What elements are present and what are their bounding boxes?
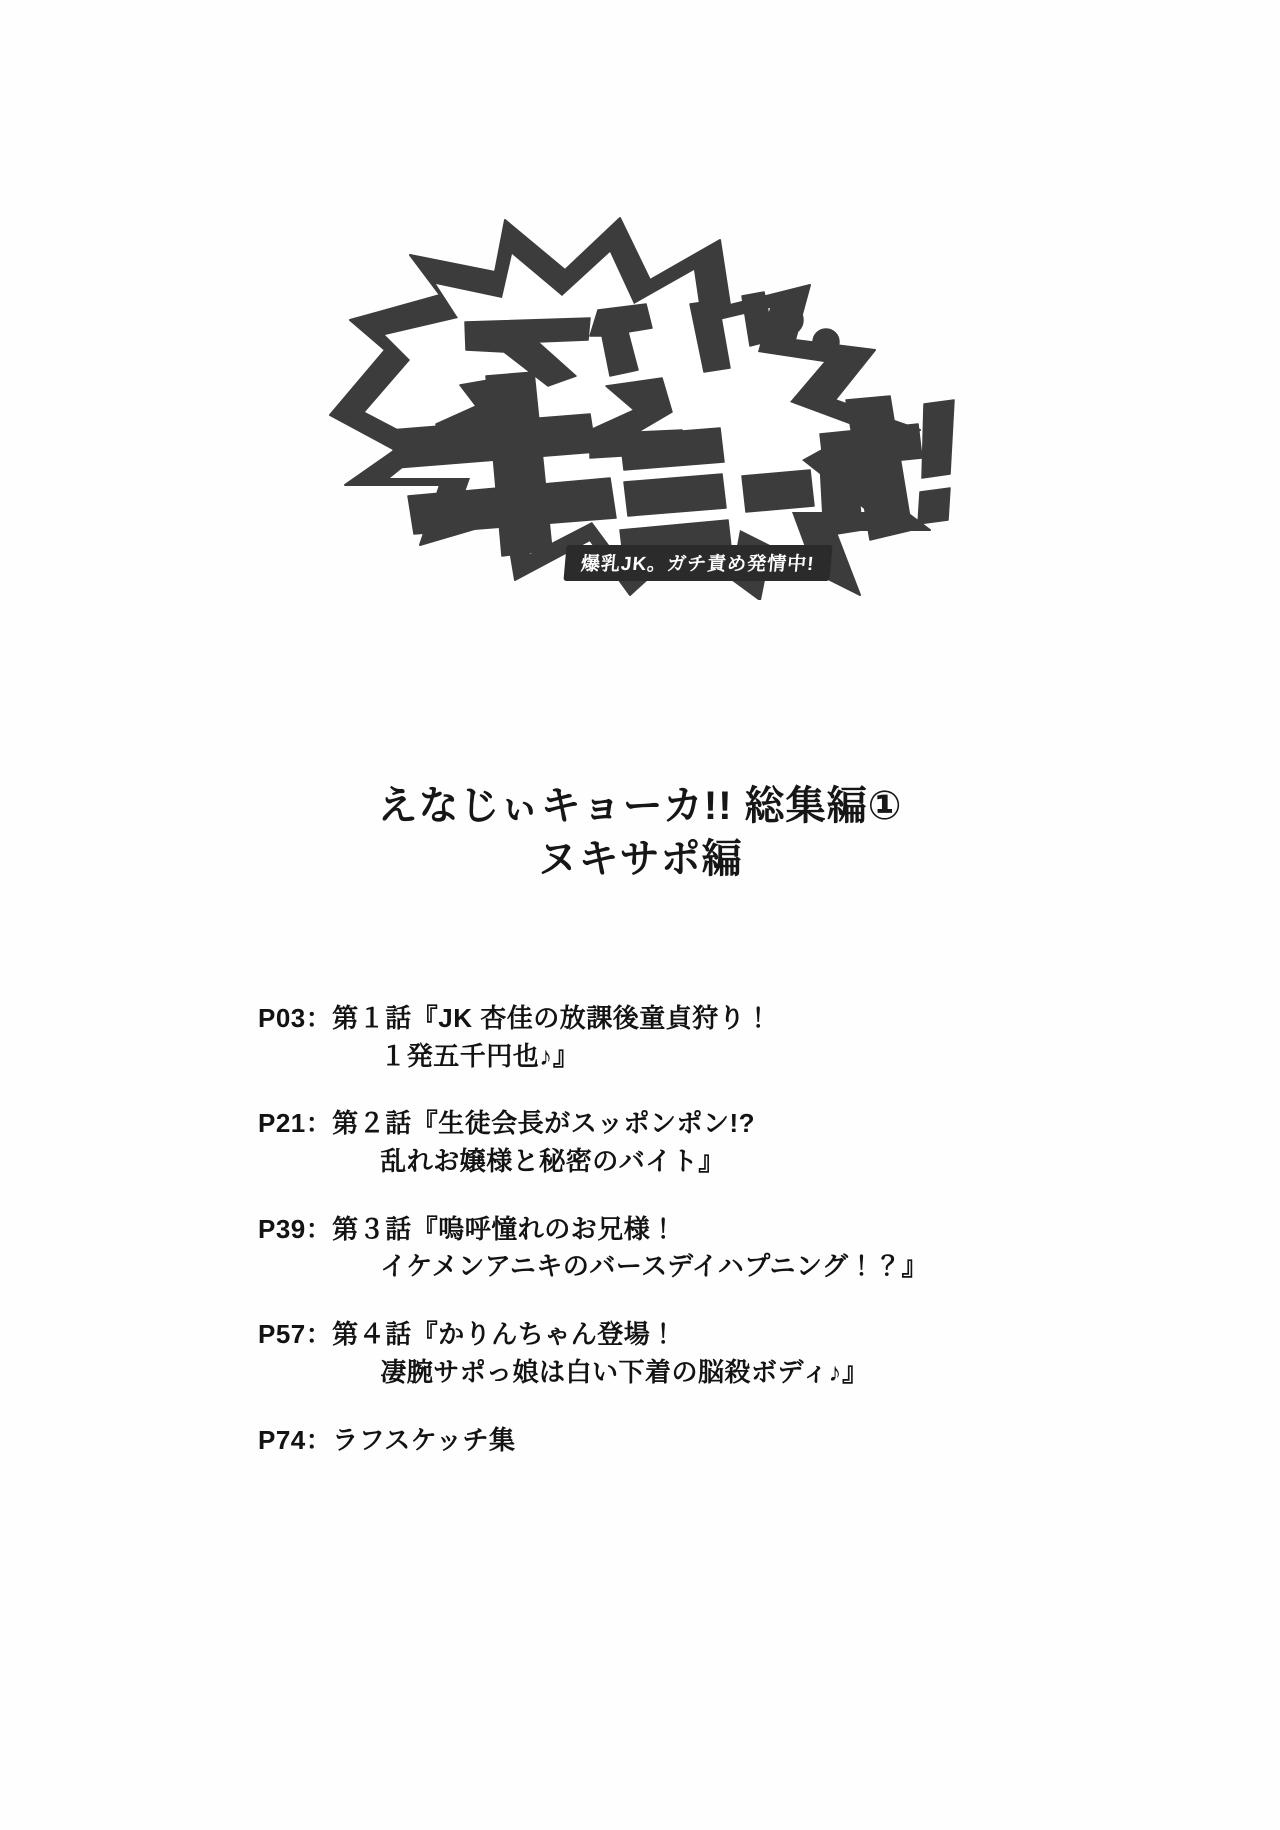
logo-tagline: 爆乳JK。ガチ責め発情中! [563, 545, 832, 581]
toc-separator: ： [305, 1003, 333, 1033]
list-item [258, 1105, 1158, 1180]
page-title [0, 780, 1280, 886]
toc-title-line-1: 第１話『JK 杏佳の放課後童貞狩り！ [332, 1003, 772, 1033]
title-line-2: ヌキサポ編 [537, 836, 743, 881]
toc-title-line-1: 第２話『生徒会長がスッポンポン!? [332, 1108, 756, 1139]
toc-separator: ： [305, 1424, 333, 1455]
toc-title-line-1: ラフスケッチ集 [332, 1424, 516, 1455]
toc-title-line-2: １発五千円也♪』 [380, 1040, 580, 1071]
table-of-contents [258, 1000, 1158, 1489]
toc-page-number: P39 [258, 1213, 306, 1244]
toc-page-number: P74 [258, 1424, 306, 1455]
logo-wrap [290, 200, 990, 600]
toc-title-line-1: 第３話『嗚呼憧れのお兄様！ [332, 1213, 677, 1244]
toc-page-number: P03 [258, 1003, 306, 1033]
title-line-1: えなじぃキョーカ!! 総集編① [377, 784, 903, 828]
toc-title-line-2: イケメンアニキのバースデイハプニング！？』 [380, 1251, 928, 1282]
toc-page-number: P21 [258, 1108, 306, 1139]
toc-separator: ： [305, 1108, 333, 1139]
toc-page-number: P57 [258, 1319, 306, 1350]
list-item [258, 1000, 1158, 1075]
list-item [258, 1422, 1158, 1460]
toc-title-line-2: 乱れお嬢様と秘密のバイト』 [380, 1146, 725, 1177]
toc-title-line-2: 凄腕サポっ娘は白い下着の脳殺ボディ♪』 [380, 1356, 869, 1387]
logo-area [0, 200, 1280, 630]
toc-separator: ： [305, 1319, 333, 1350]
list-item [258, 1211, 1158, 1286]
toc-title-line-1: 第４話『かりんちゃん登場！ [332, 1319, 677, 1350]
series-logo-icon [290, 200, 990, 600]
toc-separator: ： [305, 1213, 333, 1244]
list-item [258, 1316, 1158, 1391]
